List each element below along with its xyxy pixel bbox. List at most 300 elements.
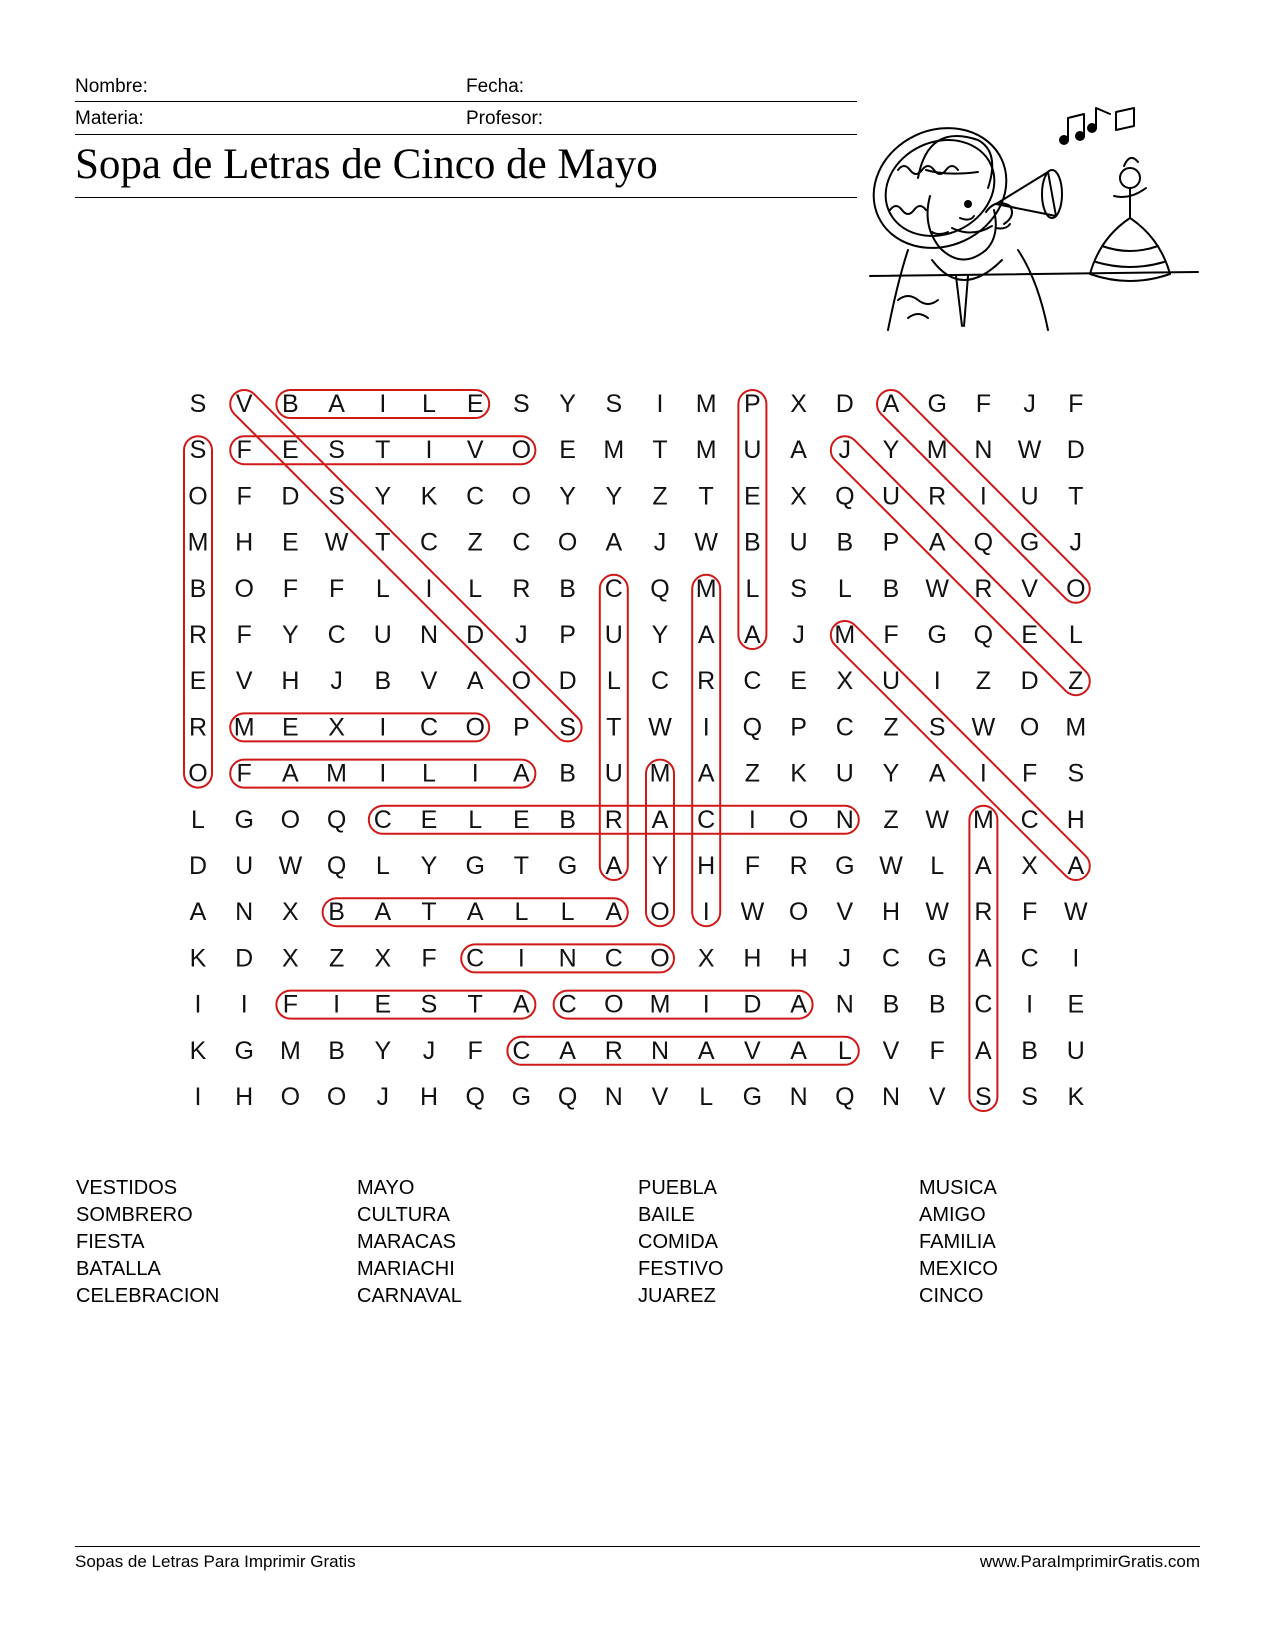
grid-letter[interactable]: K [189,1036,207,1065]
grid-letter[interactable]: T [513,852,530,880]
grid-letter[interactable]: B [559,574,576,603]
grid-letter[interactable]: E [282,436,299,465]
grid-letter[interactable]: A [559,1036,576,1065]
grid-letter[interactable]: Z [883,713,899,742]
grid-letter[interactable]: R [789,852,808,880]
grid-letter[interactable]: W [324,528,349,557]
grid-letter[interactable]: O [650,944,670,973]
grid-letter[interactable]: L [514,898,529,927]
grid-letter[interactable]: D [1020,667,1039,696]
grid-letter[interactable]: U [881,667,901,696]
grid-letter[interactable]: I [517,944,525,973]
grid-letter[interactable]: O [511,436,532,465]
grid-letter[interactable]: Z [975,667,992,696]
grid-letter[interactable]: B [882,990,900,1019]
grid-letter[interactable]: F [421,944,437,973]
grid-letter[interactable]: I [194,1083,202,1111]
grid-letter[interactable]: D [188,852,208,880]
grid-letter[interactable]: W [971,713,996,742]
grid-letter[interactable]: Q [650,574,670,603]
grid-letter[interactable]: V [235,667,253,696]
grid-letter[interactable]: M [233,713,255,742]
grid-letter[interactable]: U [881,482,901,511]
grid-letter[interactable]: M [695,390,717,418]
grid-letter[interactable]: L [745,574,760,603]
grid-letter[interactable]: S [975,1083,992,1111]
grid-letter[interactable]: M [603,436,625,465]
grid-letter[interactable]: G [234,1036,254,1065]
grid-letter[interactable]: C [419,713,439,742]
grid-letter[interactable]: R [928,482,947,511]
grid-letter[interactable]: G [557,852,578,880]
grid-letter[interactable]: R [697,667,716,696]
grid-letter[interactable]: J [1023,390,1036,418]
grid-letter[interactable]: A [605,852,623,880]
grid-letter[interactable]: N [835,805,854,834]
grid-letter[interactable]: O [604,990,624,1019]
grid-letter[interactable]: T [375,528,391,557]
grid-letter[interactable]: N [558,944,577,973]
grid-letter[interactable]: V [882,1036,900,1065]
grid-letter[interactable]: C [604,944,623,973]
grid-letter[interactable]: L [375,574,390,603]
grid-letter[interactable]: B [744,528,761,557]
grid-letter[interactable]: M [279,1036,301,1065]
grid-letter[interactable]: C [373,805,392,834]
grid-letter[interactable]: N [604,1083,623,1111]
grid-letter[interactable]: F [236,436,252,465]
grid-letter[interactable]: T [421,898,437,927]
grid-letter[interactable]: D [743,990,762,1019]
grid-letter[interactable]: U [789,528,808,557]
grid-letter[interactable]: B [559,805,576,834]
grid-letter[interactable]: P [882,528,900,557]
grid-letter[interactable]: J [653,528,667,557]
grid-letter[interactable]: C [974,990,993,1019]
grid-letter[interactable]: W [879,852,903,880]
grid-letter[interactable]: O [326,1083,347,1111]
grid-letter[interactable]: R [604,805,623,834]
grid-letter[interactable]: N [974,436,993,465]
grid-letter[interactable]: O [280,805,301,834]
grid-letter[interactable]: N [419,621,439,649]
grid-letter[interactable]: O [188,759,208,788]
grid-letter[interactable]: A [790,1036,807,1065]
grid-letter[interactable]: N [650,1036,670,1065]
grid-letter[interactable]: L [930,852,945,880]
grid-letter[interactable]: Q [557,1083,578,1111]
grid-letter[interactable]: W [1063,898,1088,927]
grid-letter[interactable]: Y [374,482,392,511]
grid-letter[interactable]: K [420,482,438,511]
grid-letter[interactable]: F [282,990,299,1019]
grid-letter[interactable]: J [422,1036,436,1065]
grid-letter[interactable]: C [419,528,439,557]
grid-letter[interactable]: Q [835,1083,855,1111]
grid-letter[interactable]: I [979,482,987,511]
grid-letter[interactable]: A [466,667,484,696]
grid-letter[interactable]: N [881,1083,901,1111]
grid-letter[interactable]: B [559,759,576,788]
grid-letter[interactable]: E [1067,990,1085,1019]
grid-letter[interactable]: G [927,390,947,418]
grid-letter[interactable]: T [1068,482,1084,511]
grid-letter[interactable]: C [650,667,670,696]
grid-letter[interactable]: B [328,898,345,927]
grid-letter[interactable]: D [835,390,854,418]
grid-letter[interactable]: J [838,944,852,973]
grid-letter[interactable]: C [604,574,623,603]
grid-letter[interactable]: O [650,898,670,927]
grid-letter[interactable]: A [697,1036,715,1065]
grid-letter[interactable]: A [513,990,530,1019]
grid-letter[interactable]: V [1021,574,1038,603]
grid-letter[interactable]: Z [883,805,899,834]
grid-letter[interactable]: I [425,574,433,603]
grid-letter[interactable]: M [187,528,209,557]
grid-letter[interactable]: O [511,482,532,511]
grid-letter[interactable]: J [376,1083,390,1111]
grid-letter[interactable]: I [379,390,387,418]
grid-letter[interactable]: X [282,898,299,927]
grid-letter[interactable]: M [834,621,856,649]
grid-letter[interactable]: R [974,898,993,927]
grid-letter[interactable]: I [748,805,756,834]
grid-letter[interactable]: G [742,1083,763,1111]
grid-letter[interactable]: A [790,990,807,1019]
grid-letter[interactable]: A [189,898,207,927]
grid-letter[interactable]: R [512,574,531,603]
grid-letter[interactable]: O [1066,574,1086,603]
grid-letter[interactable]: A [975,852,992,880]
grid-letter[interactable]: Y [420,852,438,880]
grid-letter[interactable]: Q [973,621,994,649]
grid-letter[interactable]: V [836,898,854,927]
grid-letter[interactable]: Z [328,944,345,973]
grid-letter[interactable]: Y [559,482,576,511]
grid-letter[interactable]: X [374,944,392,973]
grid-letter[interactable]: E [559,436,576,465]
grid-letter[interactable]: Q [465,1083,485,1111]
grid-letter[interactable]: H [281,667,300,696]
grid-letter[interactable]: T [652,436,668,465]
grid-letter[interactable]: T [467,990,483,1019]
grid-letter[interactable]: L [191,805,205,834]
grid-letter[interactable]: R [604,1036,623,1065]
grid-letter[interactable]: J [330,667,343,696]
grid-letter[interactable]: B [836,528,854,557]
grid-letter[interactable]: W [740,898,765,927]
grid-letter[interactable]: G [927,621,947,649]
grid-letter[interactable]: I [933,667,941,696]
grid-letter[interactable]: Z [652,482,668,511]
grid-letter[interactable]: F [744,852,761,880]
grid-letter[interactable]: F [328,574,345,603]
grid-letter[interactable]: E [790,667,807,696]
grid-letter[interactable]: E [1021,621,1038,649]
grid-letter[interactable]: W [925,805,950,834]
grid-letter[interactable]: C [327,621,346,649]
grid-letter[interactable]: F [467,1036,483,1065]
grid-letter[interactable]: L [1068,621,1083,649]
grid-letter[interactable]: C [558,990,577,1019]
grid-letter[interactable]: X [282,944,299,973]
grid-letter[interactable]: Q [326,852,347,880]
grid-letter[interactable]: A [882,390,900,418]
grid-letter[interactable]: I [1026,990,1034,1019]
grid-letter[interactable]: S [513,390,530,418]
grid-letter[interactable]: X [836,667,854,696]
grid-letter[interactable]: A [513,759,530,788]
grid-letter[interactable]: H [1066,805,1085,834]
grid-letter[interactable]: H [419,1083,439,1111]
grid-letter[interactable]: J [1069,528,1083,557]
grid-letter[interactable]: N [235,898,254,927]
grid-letter[interactable]: I [379,759,387,788]
grid-letter[interactable]: G [234,805,254,834]
grid-letter[interactable]: X [790,390,807,418]
grid-letter[interactable]: G [927,944,947,973]
grid-letter[interactable]: U [1066,1036,1085,1065]
grid-letter[interactable]: D [281,482,300,511]
grid-letter[interactable]: M [972,805,994,834]
grid-letter[interactable]: L [699,1083,714,1111]
grid-letter[interactable]: F [1021,898,1038,927]
grid-letter[interactable]: O [511,667,532,696]
grid-letter[interactable]: F [282,574,299,603]
grid-letter[interactable]: S [928,713,946,742]
grid-letter[interactable]: X [790,482,807,511]
grid-letter[interactable]: U [1020,482,1039,511]
grid-letter[interactable]: W [925,574,950,603]
grid-letter[interactable]: D [235,944,254,973]
grid-letter[interactable]: R [974,574,993,603]
grid-letter[interactable]: I [194,990,202,1019]
grid-letter[interactable]: I [702,898,710,927]
grid-letter[interactable]: M [695,574,717,603]
grid-letter[interactable]: A [975,944,992,973]
grid-letter[interactable]: Y [882,436,900,465]
grid-letter[interactable]: S [1067,759,1085,788]
grid-letter[interactable]: N [789,1083,808,1111]
grid-letter[interactable]: S [790,574,807,603]
grid-letter[interactable]: Q [742,713,763,742]
grid-letter[interactable]: H [235,528,254,557]
grid-letter[interactable]: S [420,990,438,1019]
grid-letter[interactable]: O [1019,713,1040,742]
grid-letter[interactable]: O [557,528,578,557]
grid-letter[interactable]: L [560,898,575,927]
grid-letter[interactable]: L [375,852,390,880]
grid-letter[interactable]: C [466,482,485,511]
grid-letter[interactable]: H [881,898,901,927]
grid-letter[interactable]: O [188,482,208,511]
grid-letter[interactable]: G [465,852,485,880]
grid-letter[interactable]: G [511,1083,532,1111]
grid-letter[interactable]: I [471,759,479,788]
grid-letter[interactable]: V [651,1083,669,1111]
grid-letter[interactable]: A [282,759,299,788]
grid-letter[interactable]: I [333,990,341,1019]
grid-letter[interactable]: S [328,482,345,511]
grid-letter[interactable]: C [466,944,485,973]
grid-letter[interactable]: V [466,436,484,465]
grid-letter[interactable]: Y [559,390,576,418]
grid-letter[interactable]: F [236,621,252,649]
grid-letter[interactable]: A [651,805,669,834]
grid-letter[interactable]: P [513,713,530,742]
grid-letter[interactable]: O [234,574,254,603]
grid-letter[interactable]: B [1021,1036,1038,1065]
grid-letter[interactable]: E [282,528,299,557]
grid-letter[interactable]: O [280,1083,301,1111]
grid-letter[interactable]: O [788,898,809,927]
grid-letter[interactable]: S [1021,1083,1038,1111]
grid-letter[interactable]: P [744,390,761,418]
grid-letter[interactable]: O [788,805,809,834]
grid-letter[interactable]: B [189,574,207,603]
grid-letter[interactable]: V [420,667,438,696]
grid-letter[interactable]: V [235,390,253,418]
grid-letter[interactable]: C [1020,944,1039,973]
grid-letter[interactable]: D [466,621,485,649]
grid-letter[interactable]: T [606,713,622,742]
grid-letter[interactable]: U [835,759,854,788]
grid-letter[interactable]: J [515,621,528,649]
grid-letter[interactable]: Y [651,852,669,880]
grid-letter[interactable]: M [326,759,348,788]
grid-letter[interactable]: B [328,1036,345,1065]
grid-letter[interactable]: S [189,390,207,418]
grid-letter[interactable]: C [512,528,531,557]
grid-letter[interactable]: T [698,482,714,511]
grid-letter[interactable]: T [375,436,391,465]
grid-letter[interactable]: K [790,759,807,788]
grid-letter[interactable]: C [835,713,854,742]
grid-letter[interactable]: U [743,436,762,465]
grid-letter[interactable]: R [188,621,208,649]
grid-letter[interactable]: Y [374,1036,392,1065]
grid-letter[interactable]: I [979,759,987,788]
grid-letter[interactable]: W [648,713,672,742]
grid-letter[interactable]: L [468,574,483,603]
grid-letter[interactable]: A [790,436,807,465]
grid-letter[interactable]: G [1019,528,1040,557]
grid-letter[interactable]: A [928,759,946,788]
grid-letter[interactable]: S [605,390,623,418]
grid-letter[interactable]: E [189,667,207,696]
grid-letter[interactable]: J [792,621,805,649]
grid-letter[interactable]: A [1067,852,1085,880]
grid-letter[interactable]: U [235,852,254,880]
grid-letter[interactable]: N [835,990,854,1019]
grid-letter[interactable]: K [189,944,207,973]
grid-letter[interactable]: I [379,713,387,742]
grid-letter[interactable]: U [604,621,623,649]
grid-letter[interactable]: V [744,1036,761,1065]
grid-letter[interactable]: Q [326,805,347,834]
grid-letter[interactable]: X [328,713,345,742]
grid-letter[interactable]: L [837,574,852,603]
grid-letter[interactable]: L [468,805,483,834]
grid-letter[interactable]: U [373,621,392,649]
grid-letter[interactable]: I [240,990,248,1019]
grid-letter[interactable]: A [605,898,623,927]
grid-letter[interactable]: A [374,898,392,927]
grid-letter[interactable]: P [559,621,576,649]
grid-letter[interactable]: Y [605,482,623,511]
grid-letter[interactable]: D [1066,436,1085,465]
grid-letter[interactable]: L [422,390,436,418]
grid-letter[interactable]: F [1068,390,1084,418]
grid-letter[interactable]: A [744,621,761,649]
grid-letter[interactable]: Z [744,759,761,788]
grid-letter[interactable]: X [697,944,715,973]
grid-letter[interactable]: H [789,944,808,973]
grid-letter[interactable]: W [278,852,303,880]
grid-letter[interactable]: I [656,390,664,418]
grid-letter[interactable]: H [235,1083,254,1111]
grid-letter[interactable]: Y [651,621,669,649]
grid-letter[interactable]: C [512,1036,531,1065]
grid-letter[interactable]: W [925,898,950,927]
grid-letter[interactable]: W [694,528,719,557]
grid-letter[interactable]: Q [835,482,855,511]
grid-letter[interactable]: S [328,436,345,465]
grid-letter[interactable]: M [1065,713,1087,742]
grid-letter[interactable]: L [422,759,436,788]
grid-letter[interactable]: Y [882,759,900,788]
grid-letter[interactable]: A [697,759,715,788]
grid-letter[interactable]: Z [1068,667,1084,696]
grid-letter[interactable]: L [837,1036,852,1065]
grid-letter[interactable]: S [189,436,207,465]
grid-letter[interactable]: Q [973,528,994,557]
grid-letter[interactable]: F [883,621,899,649]
grid-letter[interactable]: A [975,1036,992,1065]
grid-letter[interactable]: D [558,667,577,696]
grid-letter[interactable]: A [328,390,345,418]
grid-letter[interactable]: M [649,759,671,788]
grid-letter[interactable]: B [374,667,392,696]
grid-letter[interactable]: A [466,898,484,927]
grid-letter[interactable]: O [465,713,485,742]
grid-letter[interactable]: K [1067,1083,1085,1111]
grid-letter[interactable]: F [236,759,252,788]
grid-letter[interactable]: Y [282,621,299,649]
footer-right-link[interactable]: www.ParaImprimirGratis.com [979,1552,1200,1571]
grid-letter[interactable]: H [697,852,716,880]
grid-letter[interactable]: P [790,713,807,742]
grid-letter[interactable]: X [1021,852,1038,880]
grid-letter[interactable]: B [282,390,299,418]
grid-letter[interactable]: C [697,805,716,834]
grid-letter[interactable]: E [744,482,761,511]
grid-letter[interactable]: E [513,805,530,834]
grid-letter[interactable]: G [835,852,855,880]
grid-letter[interactable]: Z [467,528,483,557]
grid-letter[interactable]: M [926,436,948,465]
grid-letter[interactable]: H [743,944,762,973]
grid-letter[interactable]: I [702,990,710,1019]
grid-letter[interactable]: L [606,667,621,696]
grid-letter[interactable]: E [420,805,438,834]
grid-letter[interactable]: C [743,667,762,696]
grid-letter[interactable]: C [881,944,901,973]
grid-letter[interactable]: A [697,621,715,649]
grid-letter[interactable]: M [649,990,671,1019]
grid-letter[interactable]: E [466,390,484,418]
